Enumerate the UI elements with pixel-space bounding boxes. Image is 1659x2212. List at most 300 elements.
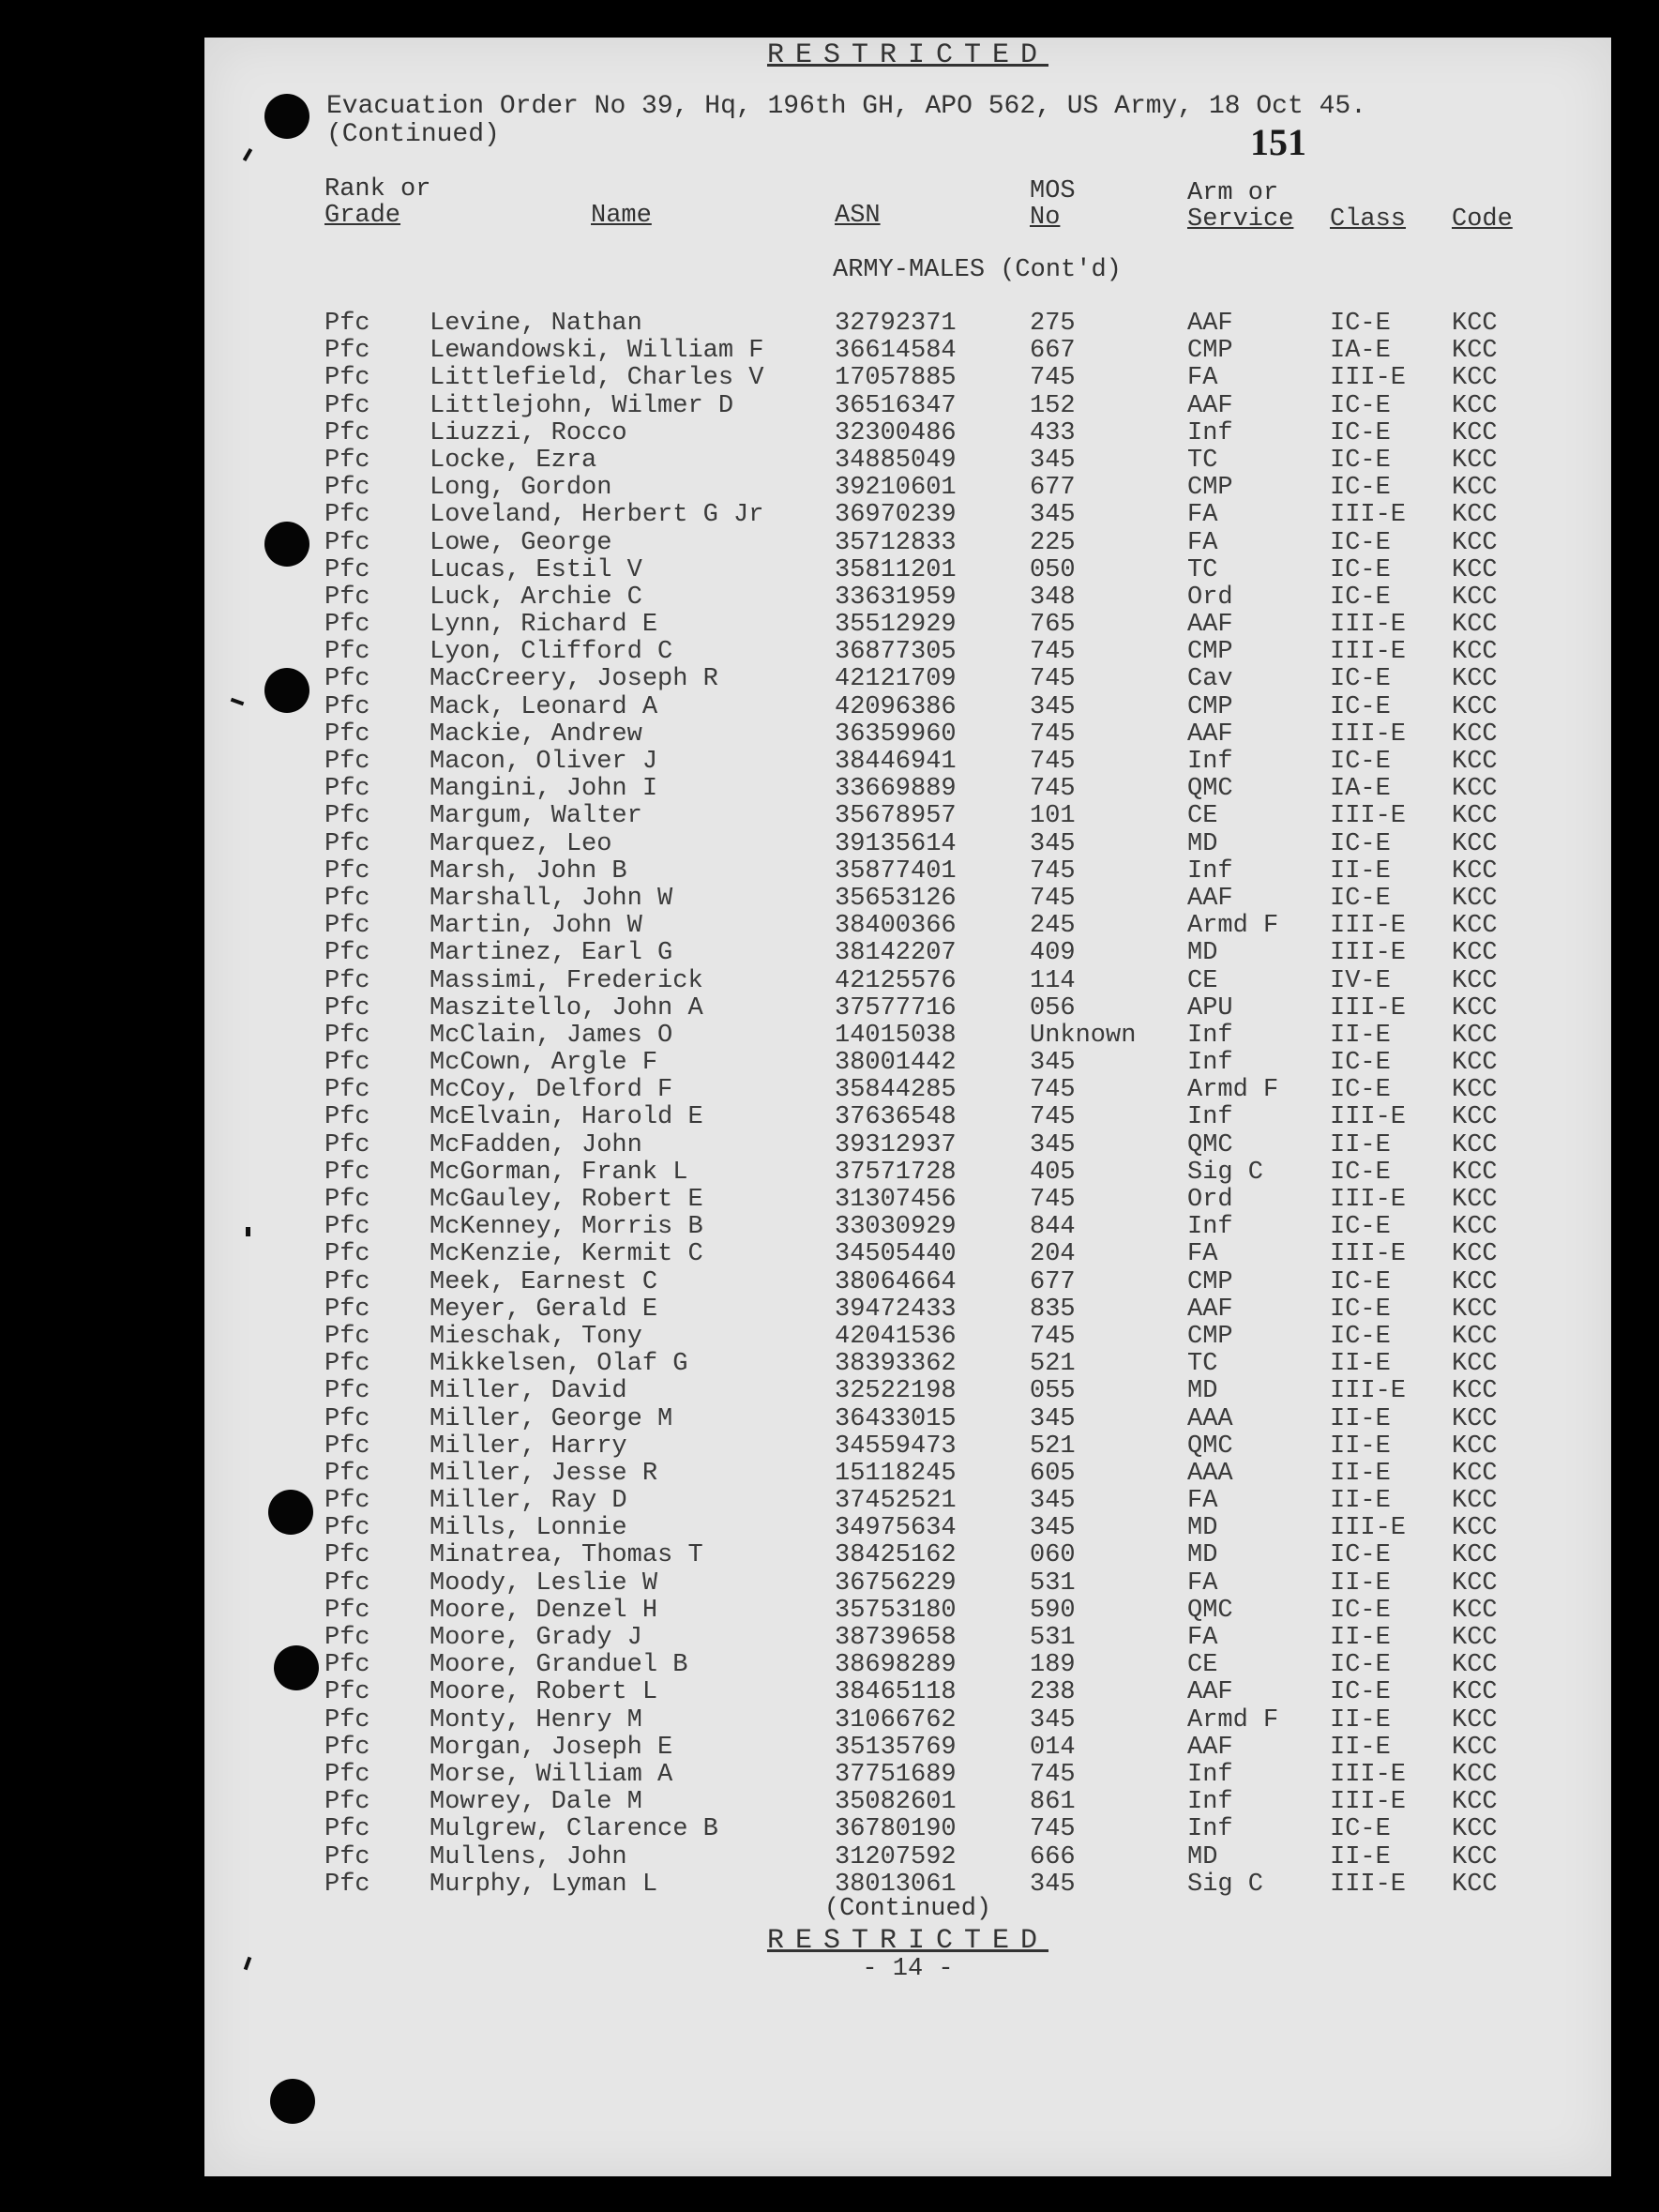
cell-cls: IC-E <box>1330 1541 1391 1570</box>
cell-arm: MD <box>1187 829 1218 858</box>
cell-cls: II-E <box>1330 1733 1391 1762</box>
cell-rank: Pfc <box>324 1487 370 1516</box>
cell-mos: 245 <box>1030 912 1076 941</box>
cell-cls: IA-E <box>1330 337 1391 366</box>
cell-code: KCC <box>1452 1870 1498 1899</box>
table-row <box>204 830 1611 857</box>
cell-name: Lowe, George <box>430 528 612 557</box>
cell-name: Miller, George M <box>430 1404 673 1433</box>
table-row <box>204 885 1611 912</box>
cell-asn: 42041536 <box>835 1322 957 1351</box>
cell-rank: Pfc <box>324 1705 370 1735</box>
cell-arm: CMP <box>1187 638 1233 667</box>
cell-rank: Pfc <box>324 418 370 447</box>
cell-asn: 34885049 <box>835 446 957 475</box>
cell-name: Loveland, Herbert G Jr <box>430 501 764 530</box>
cell-mos: 861 <box>1030 1788 1076 1817</box>
cell-code: KCC <box>1452 665 1498 694</box>
cell-name: Massimi, Frederick <box>430 966 703 995</box>
cell-rank: Pfc <box>324 748 370 776</box>
cell-asn: 38013061 <box>835 1870 957 1899</box>
cell-name: Murphy, Lyman L <box>430 1870 658 1899</box>
cell-code: KCC <box>1452 1404 1498 1433</box>
table-row <box>204 1350 1611 1377</box>
cell-cls: IC-E <box>1330 665 1391 694</box>
cell-asn: 38142207 <box>835 939 957 968</box>
cell-name: Monty, Henry M <box>430 1705 642 1735</box>
cell-mos: 745 <box>1030 1103 1076 1132</box>
page-stamp: 151 <box>1250 121 1306 163</box>
cell-mos: Unknown <box>1030 1021 1137 1050</box>
cell-code: KCC <box>1452 1295 1498 1324</box>
cell-asn: 35135769 <box>835 1733 957 1762</box>
cell-mos: 745 <box>1030 1760 1076 1789</box>
cell-cls: IC-E <box>1330 1049 1391 1078</box>
cell-code: KCC <box>1452 1705 1498 1735</box>
cell-name: McKenney, Morris B <box>430 1213 703 1242</box>
cell-code: KCC <box>1452 1377 1498 1406</box>
cell-rank: Pfc <box>324 310 370 338</box>
table-row <box>204 310 1611 337</box>
cell-asn: 34975634 <box>835 1514 957 1543</box>
cell-asn: 39210601 <box>835 474 957 503</box>
cell-asn: 33669889 <box>835 775 957 804</box>
table-row <box>204 1268 1611 1295</box>
punch-hole <box>264 522 309 567</box>
cell-asn: 35844285 <box>835 1076 957 1105</box>
cell-rank: Pfc <box>324 555 370 584</box>
cell-code: KCC <box>1452 884 1498 913</box>
cell-name: Moody, Leslie W <box>430 1568 658 1598</box>
cell-rank: Pfc <box>324 912 370 941</box>
table-row <box>204 1514 1611 1541</box>
cell-name: Meek, Earnest C <box>430 1267 658 1296</box>
cell-code: KCC <box>1452 474 1498 503</box>
cell-cls: IC-E <box>1330 1295 1391 1324</box>
cell-cls: IC-E <box>1330 310 1391 338</box>
cell-code: KCC <box>1452 748 1498 776</box>
cell-cls: IC-E <box>1330 1815 1391 1844</box>
cell-mos: 345 <box>1030 692 1076 721</box>
cell-mos: 348 <box>1030 583 1076 612</box>
cell-cls: II-E <box>1330 1624 1391 1652</box>
cell-mos: 745 <box>1030 884 1076 913</box>
cell-name: McCoy, Delford F <box>430 1076 673 1105</box>
cell-cls: IC-E <box>1330 829 1391 858</box>
cell-asn: 39135614 <box>835 829 957 858</box>
cell-arm: CE <box>1187 966 1218 995</box>
cell-code: KCC <box>1452 1678 1498 1707</box>
table-row <box>204 1815 1611 1842</box>
cell-code: KCC <box>1452 939 1498 968</box>
cell-arm: AAA <box>1187 1404 1233 1433</box>
cell-asn: 35653126 <box>835 884 957 913</box>
col-rank: Rank or Grade <box>324 175 431 230</box>
cell-mos: 844 <box>1030 1213 1076 1242</box>
cell-code: KCC <box>1452 1815 1498 1844</box>
cell-name: Mills, Lonnie <box>430 1514 627 1543</box>
cell-rank: Pfc <box>324 1322 370 1351</box>
cell-code: KCC <box>1452 1842 1498 1871</box>
cell-asn: 34505440 <box>835 1240 957 1269</box>
cell-asn: 37577716 <box>835 993 957 1023</box>
table-row <box>204 1734 1611 1761</box>
cell-cls: IC-E <box>1330 1322 1391 1351</box>
cell-arm: Inf <box>1187 418 1233 447</box>
cell-code: KCC <box>1452 611 1498 640</box>
cell-cls: III-E <box>1330 1103 1407 1132</box>
cell-mos: 745 <box>1030 1322 1076 1351</box>
punch-hole <box>264 668 309 713</box>
cell-name: Moore, Grady J <box>430 1624 642 1652</box>
cell-cls: III-E <box>1330 720 1407 749</box>
table-row <box>204 1871 1611 1898</box>
cell-mos: 590 <box>1030 1596 1076 1625</box>
table-row <box>204 1788 1611 1815</box>
page-number: - 14 - <box>862 1955 954 1983</box>
cell-name: Meyer, Gerald E <box>430 1295 658 1324</box>
cell-arm: AAF <box>1187 720 1233 749</box>
cell-cls: III-E <box>1330 501 1407 530</box>
table-row <box>204 419 1611 447</box>
cell-mos: 745 <box>1030 665 1076 694</box>
cell-rank: Pfc <box>324 528 370 557</box>
cell-asn: 39472433 <box>835 1295 957 1324</box>
table-row <box>204 912 1611 939</box>
table-row <box>204 693 1611 720</box>
cell-cls: III-E <box>1330 638 1407 667</box>
cell-arm: CE <box>1187 1651 1218 1680</box>
cell-cls: II-E <box>1330 1350 1391 1379</box>
cell-cls: II-E <box>1330 1459 1391 1488</box>
cell-mos: 405 <box>1030 1158 1076 1187</box>
cell-cls: IC-E <box>1330 1267 1391 1296</box>
cell-mos: 345 <box>1030 1404 1076 1433</box>
cell-rank: Pfc <box>324 1158 370 1187</box>
document-page <box>204 38 1611 2176</box>
cell-asn: 38001442 <box>835 1049 957 1078</box>
cell-asn: 38400366 <box>835 912 957 941</box>
cell-arm: QMC <box>1187 1596 1233 1625</box>
cell-asn: 35082601 <box>835 1788 957 1817</box>
cell-arm: MD <box>1187 939 1218 968</box>
cell-asn: 35512929 <box>835 611 957 640</box>
cell-asn: 36433015 <box>835 1404 957 1433</box>
cell-arm: CMP <box>1187 337 1233 366</box>
table-row <box>204 529 1611 556</box>
cell-asn: 36359960 <box>835 720 957 749</box>
section-title: ARMY-MALES (Cont'd) <box>833 256 1122 284</box>
cell-rank: Pfc <box>324 1267 370 1296</box>
cell-asn: 32300486 <box>835 418 957 447</box>
cell-code: KCC <box>1452 446 1498 475</box>
order-title: Evacuation Order No 39, Hq, 196th GH, APO 562, US Army, 18 Oct 45. <box>326 92 1366 121</box>
cell-mos: 765 <box>1030 611 1076 640</box>
cell-mos: 605 <box>1030 1459 1076 1488</box>
cell-arm: APU <box>1187 993 1233 1023</box>
cell-arm: CMP <box>1187 692 1233 721</box>
cell-arm: MD <box>1187 1541 1218 1570</box>
table-row <box>204 474 1611 501</box>
cell-arm: MD <box>1187 1377 1218 1406</box>
cell-rank: Pfc <box>324 993 370 1023</box>
cell-arm: Inf <box>1187 748 1233 776</box>
table-row <box>204 1295 1611 1323</box>
cell-rank: Pfc <box>324 1733 370 1762</box>
cell-name: McElvain, Harold E <box>430 1103 703 1132</box>
cell-name: Miller, Jesse R <box>430 1459 658 1488</box>
cell-name: Maszitello, John A <box>430 993 703 1023</box>
table-row <box>204 967 1611 994</box>
cell-cls: II-E <box>1330 1705 1391 1735</box>
cell-rank: Pfc <box>324 1213 370 1242</box>
cell-mos: 152 <box>1030 391 1076 420</box>
table-row <box>204 1022 1611 1049</box>
cell-arm: Inf <box>1187 1815 1233 1844</box>
cell-cls: IC-E <box>1330 748 1391 776</box>
cell-name: Moore, Granduel B <box>430 1651 688 1680</box>
cell-mos: 204 <box>1030 1240 1076 1269</box>
cell-code: KCC <box>1452 720 1498 749</box>
cell-cls: II-E <box>1330 1487 1391 1516</box>
cell-arm: TC <box>1187 446 1218 475</box>
cell-mos: 225 <box>1030 528 1076 557</box>
cell-cls: IA-E <box>1330 775 1391 804</box>
cell-mos: 345 <box>1030 1705 1076 1735</box>
cell-name: McFadden, John <box>430 1130 642 1159</box>
cell-cls: III-E <box>1330 364 1407 393</box>
cell-code: KCC <box>1452 1021 1498 1050</box>
cell-mos: 238 <box>1030 1678 1076 1707</box>
cell-asn: 33631959 <box>835 583 957 612</box>
cell-name: McClain, James O <box>430 1021 673 1050</box>
cell-arm: FA <box>1187 501 1218 530</box>
cell-arm: Cav <box>1187 665 1233 694</box>
cell-asn: 36756229 <box>835 1568 957 1598</box>
cell-asn: 35712833 <box>835 528 957 557</box>
table-row <box>204 1678 1611 1705</box>
cell-cls: IC-E <box>1330 692 1391 721</box>
cell-code: KCC <box>1452 856 1498 886</box>
cell-name: Mulgrew, Clarence B <box>430 1815 718 1844</box>
cell-asn: 34559473 <box>835 1432 957 1461</box>
table-row <box>204 1049 1611 1076</box>
cell-mos: 666 <box>1030 1842 1076 1871</box>
cell-asn: 36780190 <box>835 1815 957 1844</box>
cell-code: KCC <box>1452 1267 1498 1296</box>
table-row <box>204 775 1611 802</box>
cell-mos: 345 <box>1030 501 1076 530</box>
cell-arm: Armd F <box>1187 912 1279 941</box>
cell-asn: 31307456 <box>835 1186 957 1214</box>
table-row <box>204 1323 1611 1350</box>
cell-name: Macon, Oliver J <box>430 748 658 776</box>
cell-rank: Pfc <box>324 720 370 749</box>
table-row <box>204 583 1611 611</box>
cell-code: KCC <box>1452 802 1498 831</box>
col-asn: ASN <box>835 202 881 230</box>
cell-rank: Pfc <box>324 1103 370 1132</box>
cell-mos: 056 <box>1030 993 1076 1023</box>
punch-hole <box>274 1645 319 1690</box>
cell-rank: Pfc <box>324 1130 370 1159</box>
cell-asn: 36970239 <box>835 501 957 530</box>
cell-asn: 42125576 <box>835 966 957 995</box>
cell-rank: Pfc <box>324 1760 370 1789</box>
cell-mos: 055 <box>1030 1377 1076 1406</box>
cell-asn: 32522198 <box>835 1377 957 1406</box>
cell-code: KCC <box>1452 912 1498 941</box>
col-code: Code <box>1452 205 1513 234</box>
cell-arm: AAF <box>1187 884 1233 913</box>
cell-mos: 275 <box>1030 310 1076 338</box>
cell-arm: Sig C <box>1187 1158 1264 1187</box>
cell-cls: IC-E <box>1330 1213 1391 1242</box>
cell-rank: Pfc <box>324 1678 370 1707</box>
cell-code: KCC <box>1452 1760 1498 1789</box>
cell-rank: Pfc <box>324 1596 370 1625</box>
cell-mos: 745 <box>1030 775 1076 804</box>
cell-name: Lucas, Estil V <box>430 555 642 584</box>
table-row <box>204 720 1611 748</box>
cell-asn: 38739658 <box>835 1624 957 1652</box>
cell-arm: QMC <box>1187 775 1233 804</box>
cell-asn: 35753180 <box>835 1596 957 1625</box>
cell-name: Lewandowski, William F <box>430 337 764 366</box>
cell-code: KCC <box>1452 1213 1498 1242</box>
cell-cls: III-E <box>1330 912 1407 941</box>
cell-rank: Pfc <box>324 1021 370 1050</box>
cell-name: Long, Gordon <box>430 474 612 503</box>
col-name: Name <box>591 202 652 230</box>
cell-rank: Pfc <box>324 1350 370 1379</box>
cell-name: Mack, Leonard A <box>430 692 658 721</box>
cell-rank: Pfc <box>324 665 370 694</box>
cell-mos: 060 <box>1030 1541 1076 1570</box>
cell-arm: TC <box>1187 555 1218 584</box>
cell-cls: IC-E <box>1330 583 1391 612</box>
table-row <box>204 1624 1611 1651</box>
cell-cls: III-E <box>1330 611 1407 640</box>
personnel-table <box>204 310 1611 1898</box>
table-row <box>204 1131 1611 1159</box>
cell-name: Marquez, Leo <box>430 829 612 858</box>
cell-arm: AAF <box>1187 310 1233 338</box>
cell-name: Minatrea, Thomas T <box>430 1541 703 1570</box>
cell-arm: FA <box>1187 1624 1218 1652</box>
cell-asn: 35877401 <box>835 856 957 886</box>
cell-rank: Pfc <box>324 1076 370 1105</box>
cell-asn: 33030929 <box>835 1213 957 1242</box>
col-mos: MOS No <box>1030 177 1076 232</box>
cell-name: Mikkelsen, Olaf G <box>430 1350 688 1379</box>
cell-code: KCC <box>1452 1158 1498 1187</box>
cell-name: Martinez, Earl G <box>430 939 673 968</box>
cell-rank: Pfc <box>324 501 370 530</box>
footer-continued: (Continued) <box>823 1895 992 1923</box>
cell-code: KCC <box>1452 418 1498 447</box>
cell-name: Lynn, Richard E <box>430 611 658 640</box>
cell-arm: Sig C <box>1187 1870 1264 1899</box>
cell-cls: III-E <box>1330 1760 1407 1789</box>
cell-cls: III-E <box>1330 1186 1407 1214</box>
cell-rank: Pfc <box>324 1870 370 1899</box>
table-row <box>204 1377 1611 1404</box>
table-row <box>204 1405 1611 1432</box>
cell-mos: 433 <box>1030 418 1076 447</box>
cell-asn: 37636548 <box>835 1103 957 1132</box>
cell-arm: AAF <box>1187 1733 1233 1762</box>
cell-code: KCC <box>1452 501 1498 530</box>
cell-name: Morgan, Joseph E <box>430 1733 673 1762</box>
cell-arm: CMP <box>1187 1322 1233 1351</box>
cell-cls: IC-E <box>1330 1076 1391 1105</box>
cell-cls: IC-E <box>1330 1596 1391 1625</box>
cell-arm: FA <box>1187 364 1218 393</box>
cell-code: KCC <box>1452 1514 1498 1543</box>
cell-rank: Pfc <box>324 583 370 612</box>
cell-asn: 14015038 <box>835 1021 957 1050</box>
table-row <box>204 1487 1611 1514</box>
table-row <box>204 1541 1611 1568</box>
cell-code: KCC <box>1452 337 1498 366</box>
table-row <box>204 1159 1611 1186</box>
cell-mos: 835 <box>1030 1295 1076 1324</box>
cell-asn: 32792371 <box>835 310 957 338</box>
cell-cls: II-E <box>1330 1568 1391 1598</box>
cell-cls: II-E <box>1330 1404 1391 1433</box>
cell-cls: II-E <box>1330 856 1391 886</box>
cell-cls: III-E <box>1330 1788 1407 1817</box>
cell-mos: 014 <box>1030 1733 1076 1762</box>
cell-cls: III-E <box>1330 802 1407 831</box>
cell-rank: Pfc <box>324 1459 370 1488</box>
cell-name: McKenzie, Kermit C <box>430 1240 703 1269</box>
col-class: Class <box>1330 205 1407 234</box>
cell-rank: Pfc <box>324 884 370 913</box>
cell-mos: 050 <box>1030 555 1076 584</box>
cell-name: Mackie, Andrew <box>430 720 642 749</box>
cell-rank: Pfc <box>324 364 370 393</box>
cell-cls: II-E <box>1330 1842 1391 1871</box>
cell-name: Littlefield, Charles V <box>430 364 764 393</box>
table-row <box>204 1076 1611 1103</box>
cell-mos: 521 <box>1030 1350 1076 1379</box>
cell-arm: CE <box>1187 802 1218 831</box>
punch-hole <box>268 1490 313 1535</box>
table-row <box>204 748 1611 775</box>
cell-cls: IC-E <box>1330 555 1391 584</box>
cell-mos: 745 <box>1030 856 1076 886</box>
cell-name: Mullens, John <box>430 1842 627 1871</box>
cell-mos: 745 <box>1030 1076 1076 1105</box>
cell-asn: 37452521 <box>835 1487 957 1516</box>
cell-arm: CMP <box>1187 474 1233 503</box>
cell-name: Liuzzi, Rocco <box>430 418 627 447</box>
table-row <box>204 994 1611 1022</box>
cell-name: Lyon, Clifford C <box>430 638 673 667</box>
cell-rank: Pfc <box>324 1788 370 1817</box>
table-row <box>204 638 1611 665</box>
table-row <box>204 556 1611 583</box>
cell-mos: 345 <box>1030 1514 1076 1543</box>
cell-cls: IC-E <box>1330 418 1391 447</box>
cell-mos: 745 <box>1030 364 1076 393</box>
cell-code: KCC <box>1452 1651 1498 1680</box>
cell-arm: Inf <box>1187 1788 1233 1817</box>
cell-code: KCC <box>1452 829 1498 858</box>
cell-code: KCC <box>1452 966 1498 995</box>
